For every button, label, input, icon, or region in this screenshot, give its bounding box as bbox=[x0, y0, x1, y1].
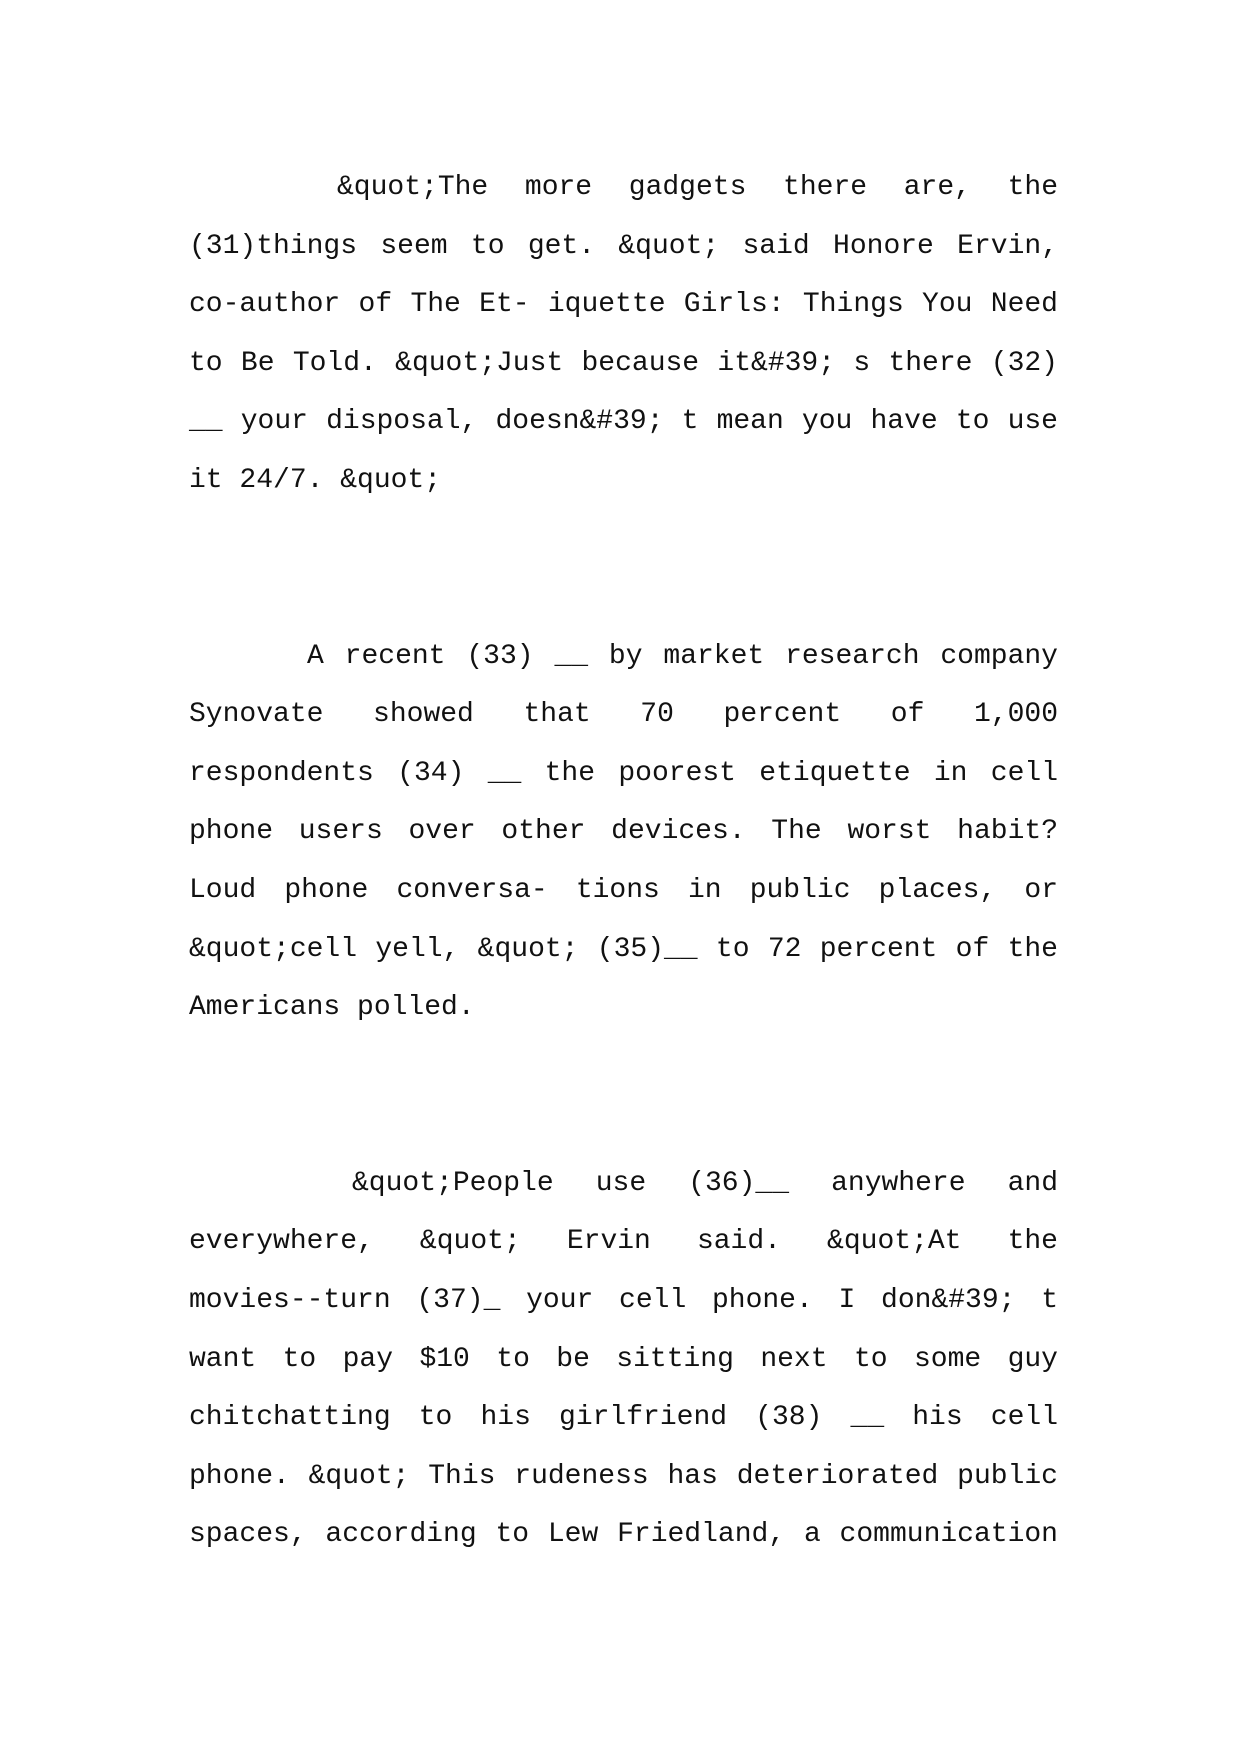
text-line: it 24/7. &quot; bbox=[189, 464, 442, 496]
text-line: want to pay $10 to be sitting next to some guy bbox=[189, 1343, 1058, 1375]
paragraph-1 bbox=[189, 159, 1058, 511]
text-line: Loud phone conversa- tions in public places, or bbox=[189, 874, 1058, 906]
text-line: phone users over other devices. The worst habit? bbox=[189, 816, 1058, 848]
text-line: __ your disposal, doesn&#39; t mean you have to use bbox=[189, 406, 1058, 438]
text-line: Synovate showed that 70 percent of 1,000 bbox=[189, 699, 1058, 731]
text-line: Americans polled. bbox=[189, 992, 475, 1024]
text-line: everywhere, &quot; Ervin said. &quot;At the bbox=[189, 1226, 1058, 1258]
text-line: &quot;People use (36)__ anywhere and bbox=[352, 1167, 1058, 1199]
text-line: movies--turn (37)_ your cell phone. I don&#39; t bbox=[189, 1284, 1058, 1316]
text-line: &quot;The more gadgets there are, the bbox=[337, 172, 1058, 203]
text-line: phone. &quot; This rudeness has deteriorated public bbox=[189, 1460, 1058, 1492]
text-line: respondents (34) __ the poorest etiquette in cell bbox=[189, 757, 1058, 789]
text-line: to Be Told. &quot;Just because it&#39; s there (32) bbox=[189, 347, 1058, 379]
paragraph-2 bbox=[189, 628, 1058, 1038]
text-line: A recent (33) __ by market research company bbox=[307, 640, 1058, 672]
text-line: spaces, according to Lew Friedland, a communication bbox=[189, 1519, 1058, 1551]
text-line: co-author of The Et- iquette Girls: Things You Need bbox=[189, 289, 1058, 321]
document-page bbox=[189, 159, 1058, 1565]
text-line: &quot;cell yell, &quot; (35)__ to 72 percent of the bbox=[189, 933, 1058, 965]
paragraph-gap bbox=[189, 1038, 1058, 1155]
text-line: (31)things seem to get. &quot; said Honore Ervin, bbox=[189, 230, 1058, 262]
paragraph-3 bbox=[189, 1155, 1058, 1565]
paragraph-gap bbox=[189, 511, 1058, 628]
text-line: chitchatting to his girlfriend (38) __ his cell bbox=[189, 1402, 1058, 1434]
